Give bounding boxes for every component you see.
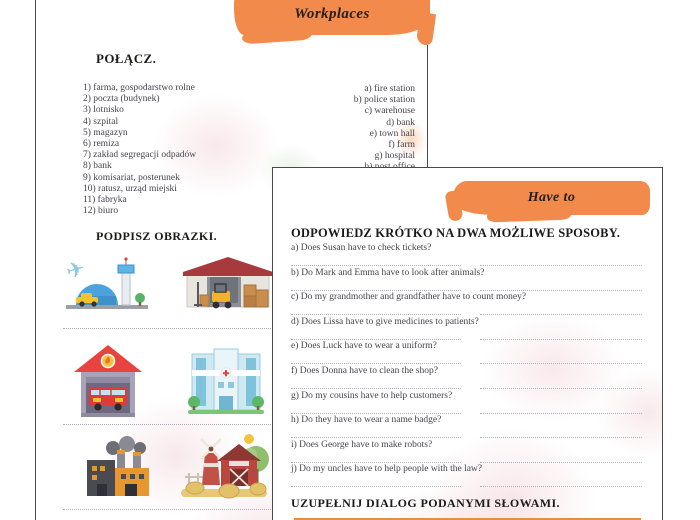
match-heading: POŁĄCZ. [96,51,157,66]
match-item: 10) ratusz, urząd miejski [83,183,177,194]
question-text: c) Do my grandmother and grandfather have to count money? [291,292,527,303]
answer-two-ways-heading: ODPOWIEDZ KRÓTKO NA DWA MOŻLIWE SPOSOBY. [291,226,621,240]
match-item: 6) remiza [83,138,120,149]
question-text: h) Do they have to wear a name badge? [291,415,442,426]
hospital-illustration [186,344,266,421]
question-text: f) Does Donna have to clean the shop? [291,365,438,376]
answer-line [291,455,461,463]
answer-line [291,332,461,340]
warehouse-icon [182,255,274,313]
answer-line [291,283,461,291]
answer-line [480,479,642,487]
question-text: a) Does Susan have to check tickets? [291,243,432,253]
question-row [291,415,643,440]
question-row [291,366,643,391]
answer-line [291,406,461,414]
factory-illustration [83,436,153,505]
question-text: g) Do my cousins have to help customers? [291,390,453,401]
match-item: 3) lotnisko [83,105,124,116]
match-right-column [295,84,415,174]
option-item: b) police station [353,95,415,106]
hospital-icon [186,344,266,416]
factory-icon [83,436,153,500]
answer-line [480,455,642,463]
option-item: a) fire station [364,84,415,94]
option-item: g) hospital [374,151,415,162]
question-text: i) Does George have to make robots? [291,439,433,450]
answer-line [480,332,642,340]
question-row [291,268,643,293]
answer-line [480,381,642,389]
page-title: Workplaces [294,5,370,22]
question-row [291,391,643,416]
answer-line [480,406,642,414]
option-item: f) farm [388,139,415,150]
answer-line [291,430,461,438]
farm-icon [177,431,271,503]
answer-line [291,479,461,487]
answer-line [291,307,461,315]
option-item: d) bank [386,117,415,128]
match-item: 4) szpital [83,116,119,127]
warehouse-illustration [182,255,274,318]
answer-line [480,307,642,315]
answer-line [480,258,642,266]
match-item: 7) zakład segregacji odpadów [83,150,197,161]
complete-dialog-heading: UZUPEŁNIJ DIALOG PODANYMI SŁOWAMI. [291,496,560,510]
match-left-column [83,83,196,217]
farm-illustration [177,431,271,508]
option-item: e) town hall [369,128,415,139]
match-item: 11) fabryka [83,194,127,205]
match-item: 9) komisariat, posterunek [83,172,180,183]
fire-station-icon [73,343,143,417]
answer-line [291,356,461,364]
match-item: 12) biuro [83,206,119,217]
question-row [291,341,643,366]
question-text: b) Do Mark and Emma have to look after animals? [291,267,485,278]
question-row [291,243,643,268]
airport-icon [64,254,150,314]
question-text: d) Does Lissa have to give medicines to patients? [291,316,479,327]
question-text: j) Do my uncles have to help people with the law? [291,464,483,475]
airport-illustration [64,254,150,319]
match-item: 5) magazyn [83,127,128,138]
option-item: c) warehouse [364,106,415,117]
workplaces-title-banner [234,0,430,35]
question-row [291,440,643,465]
answer-line [291,258,461,266]
page-title: Have to [527,190,576,205]
label-pictures-heading: PODPISZ OBRAZKI. [96,229,218,243]
fire-station-illustration [73,343,143,422]
questions-list [291,243,643,489]
match-item: 2) poczta (budynek) [83,94,160,105]
answer-line [480,356,642,364]
answer-line [480,430,642,438]
question-row [291,317,643,342]
match-item: 1) farma, gospodarstwo rolne [83,83,195,93]
question-row [291,464,643,489]
have-to-title-banner [453,181,650,215]
question-row [291,292,643,317]
question-text: e) Does Luck have to wear a uniform? [291,341,437,352]
answer-line [291,381,461,389]
match-item: 8) bank [83,161,112,172]
answer-line [480,283,642,291]
worksheet-page-have-to [272,167,663,520]
svg-text:✈: ✈ [64,256,89,286]
